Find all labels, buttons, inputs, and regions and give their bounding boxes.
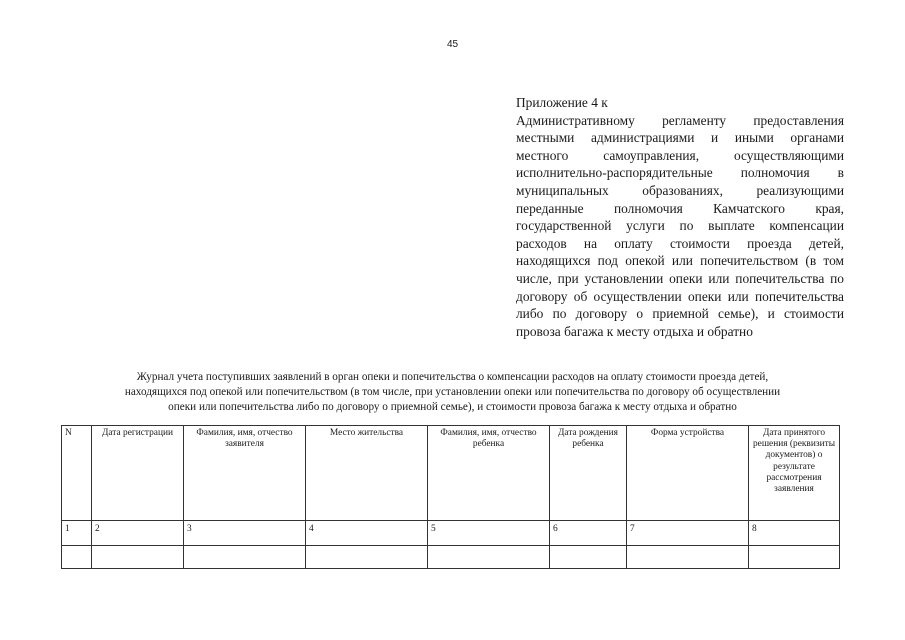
appendix-block [516, 94, 844, 340]
appendix-text: Административному регламенту предоставления местными администрациями и иными органами местного самоуправления, осуществляющими исполнительно-распорядительные полномочия в муниципальных образованиях, реализующими переданные полномочия Камчатского края, государственной услуги по выплате компенсации расходов на оплату стоимости проезда детей, находящихся под опекой или попечительством (в том числе, при установлении опеки или попечительства по договору об осуществлении опеки или попечительства либо по договору о приемной семье), и стоимости провоза багажа к месту отдыха и обратно [516, 112, 844, 339]
journal-title-line: Журнал учета поступивших заявлений в орган опеки и попечительства о компенсации расходов на оплату стоимости проезда детей, [136, 371, 769, 383]
column-header: Дата регистрации [92, 426, 184, 521]
journal-title [60, 370, 845, 415]
table-row [62, 521, 840, 546]
column-header: Форма устройства [627, 426, 749, 521]
column-header: Фамилия, имя, отчество заявителя [184, 426, 306, 521]
table-cell [306, 546, 428, 569]
table-header-row [62, 426, 840, 521]
table-cell [627, 546, 749, 569]
column-header: Фамилия, имя, отчество ребенка [428, 426, 550, 521]
column-number: 2 [92, 521, 184, 546]
journal-title-line: находящихся под опекой или попечительством (в том числе, при установлении опеки или попечительства по договору об осуществлении [124, 386, 781, 398]
table-row-empty [62, 546, 840, 569]
column-header: Место жительства [306, 426, 428, 521]
page-number: 45 [446, 39, 459, 50]
table-cell [749, 546, 840, 569]
appendix-title: Приложение 4 к [516, 95, 608, 110]
table-cell [428, 546, 550, 569]
table-cell [62, 546, 92, 569]
column-number: 6 [550, 521, 627, 546]
column-header: N [62, 426, 92, 521]
column-number: 7 [627, 521, 749, 546]
journal-title-line: опеки или попечительства либо по договору о приемной семье), и стоимости провоза багажа к месту отдыха и обратно [168, 401, 737, 413]
table-cell [184, 546, 306, 569]
column-number: 8 [749, 521, 840, 546]
column-header: Дата рождения ребенка [550, 426, 627, 521]
table-cell [550, 546, 627, 569]
column-number: 4 [306, 521, 428, 546]
column-number: 3 [184, 521, 306, 546]
column-header: Дата принятого решения (реквизиты документов) о результате рассмотрения заявления [749, 426, 840, 521]
table-cell [92, 546, 184, 569]
column-number: 5 [428, 521, 550, 546]
journal-table [61, 425, 840, 569]
column-number: 1 [62, 521, 92, 546]
